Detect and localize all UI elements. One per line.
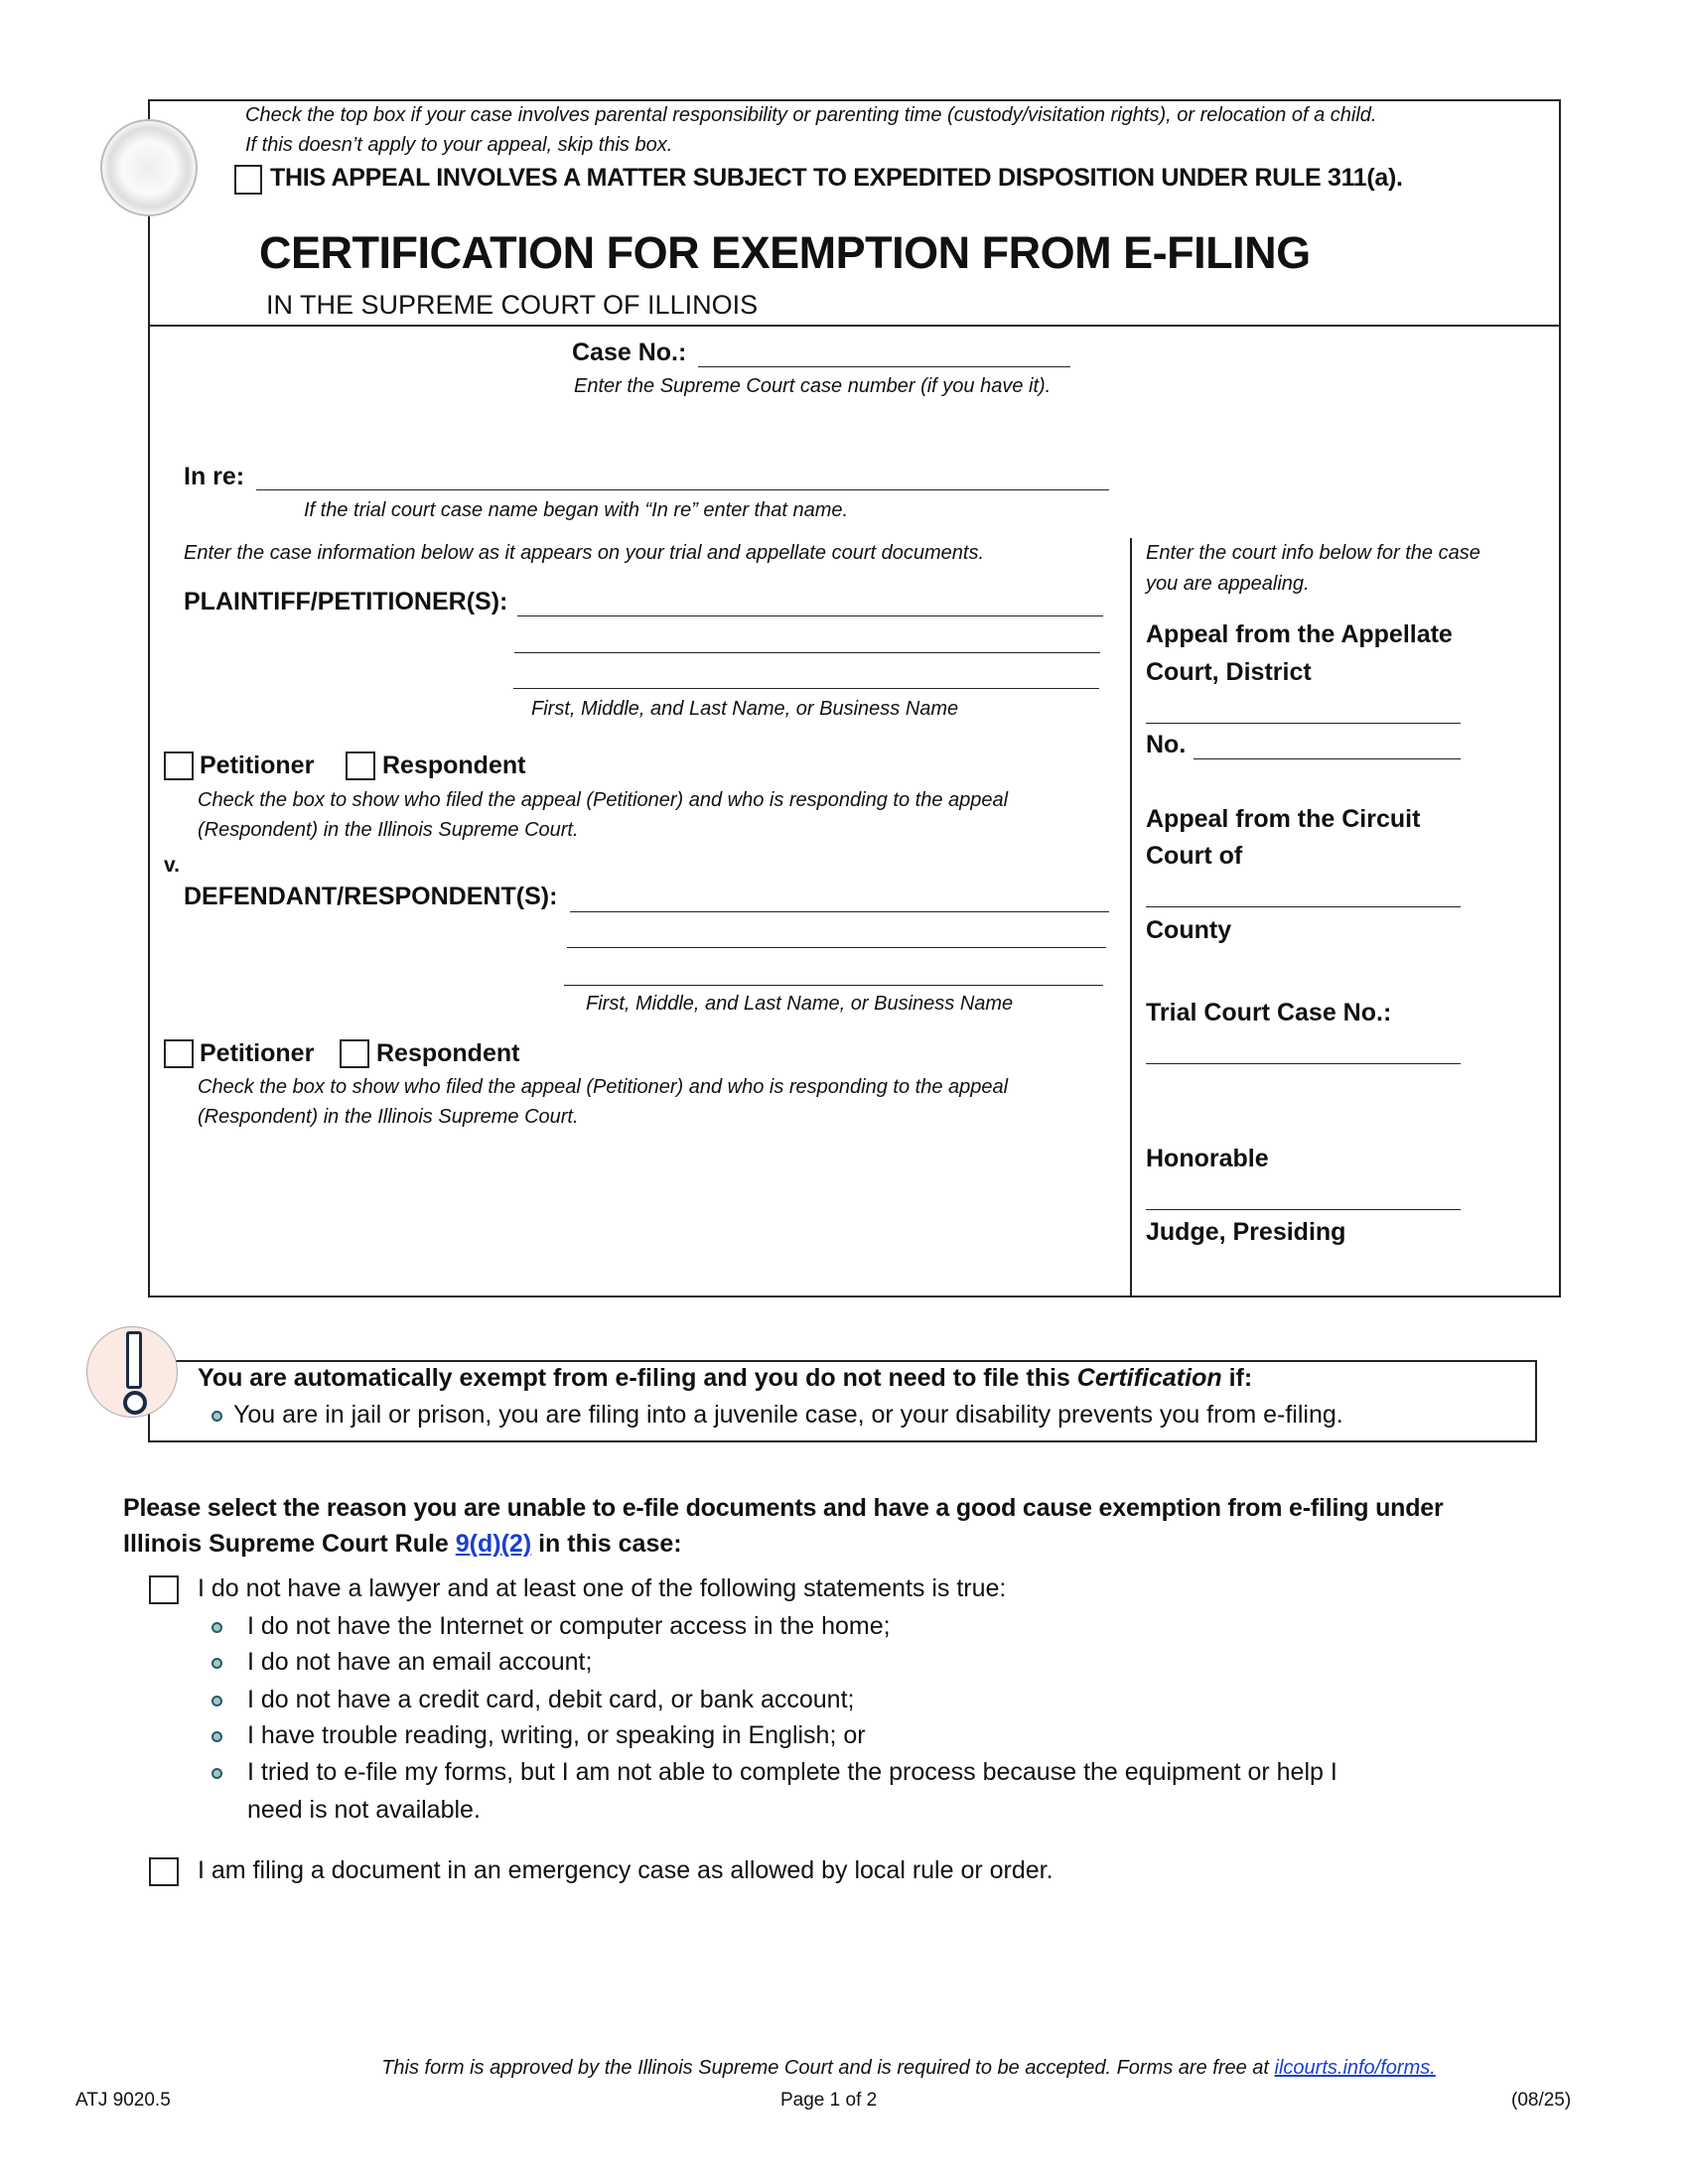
bullet-icon: [211, 1731, 222, 1742]
plaintiff-respondent-label: Respondent: [382, 751, 526, 779]
reason-bullet-4: I have trouble reading, writing, or speaking in English; or: [247, 1721, 866, 1749]
in-re-hint: If the trial court case name began with “In re” enter that name.: [304, 499, 849, 521]
trial-case-no-label: Trial Court Case No.:: [1146, 999, 1392, 1026]
plaintiff-label: PLAINTIFF/PETITIONER(S):: [184, 588, 508, 615]
reason-bullet-5-cont: need is not available.: [247, 1796, 481, 1824]
auto-exempt-heading-emphasis: Certification: [1076, 1364, 1222, 1392]
bullet-icon: [211, 1658, 222, 1669]
auto-exempt-heading: [198, 1366, 1252, 1391]
header-divider: [148, 325, 1561, 327]
in-re-label: In re:: [184, 463, 245, 490]
appellate-no-label: No.: [1146, 731, 1187, 758]
auto-exempt-heading-end: if:: [1221, 1364, 1253, 1392]
appellate-no-field[interactable]: [1194, 758, 1461, 759]
reason-bullet-5: I tried to e-file my forms, but I am not able to complete the process because the equipment or help I: [247, 1758, 1337, 1786]
plaintiff-respondent-checkbox[interactable]: [346, 751, 375, 780]
auto-exempt-heading-text: You are automatically exempt from e-filing and you do not need to file this: [198, 1364, 1077, 1392]
trial-case-no-field[interactable]: [1146, 1063, 1461, 1064]
in-re-field[interactable]: [256, 489, 1109, 490]
defendant-petitioner-checkbox[interactable]: [164, 1039, 194, 1068]
form-version: (08/25): [1511, 2090, 1572, 2111]
expedited-note-line2: If this doesn’t apply to your appeal, skip this box.: [245, 134, 673, 156]
plaintiff-petitioner-label: Petitioner: [200, 751, 315, 779]
honorable-label: Honorable: [1146, 1145, 1269, 1172]
court-seal-logo: [100, 119, 198, 216]
no-lawyer-checkbox[interactable]: [149, 1575, 179, 1604]
expedited-note-line1: Check the top box if your case involves parental responsibility or parenting time (custody/visitation rights), or relocation of a child.: [245, 104, 1377, 126]
reason-bullet-3: I do not have a credit card, debit card, or bank account;: [247, 1686, 855, 1713]
defendant-name-field-3[interactable]: [564, 985, 1103, 986]
judge-name-field[interactable]: [1146, 1209, 1461, 1210]
defendant-name-field-1[interactable]: [570, 911, 1109, 912]
circuit-label-1: Appeal from the Circuit: [1146, 805, 1421, 833]
judge-presiding-label: Judge, Presiding: [1146, 1218, 1346, 1246]
plaintiff-name-field-2[interactable]: [514, 652, 1100, 653]
defendant-name-field-2[interactable]: [567, 947, 1106, 948]
auto-exempt-bullet: You are in jail or prison, you are filing into a juvenile case, or your disability prevents you from e-filing.: [233, 1401, 1343, 1429]
page-title: CERTIFICATION FOR EXEMPTION FROM E-FILING: [259, 227, 1311, 278]
no-lawyer-label: I do not have a lawyer and at least one of the following statements is true:: [198, 1574, 1007, 1602]
expedited-label: THIS APPEAL INVOLVES A MATTER SUBJECT TO EXPEDITED DISPOSITION UNDER RULE 311(a).: [270, 164, 1403, 192]
column-divider: [1130, 538, 1132, 1297]
footer-approval-text: This form is approved by the Illinois Supreme Court and is required to be accepted. Forms are free at: [381, 2057, 1275, 2079]
appellate-label-1: Appeal from the Appellate: [1146, 620, 1453, 648]
case-no-field[interactable]: [698, 366, 1070, 367]
bullet-icon: [211, 1696, 222, 1706]
court-info-hint-2: you are appealing.: [1146, 573, 1310, 595]
plaintiff-name-field-1[interactable]: [517, 615, 1103, 616]
rule-9d2-link[interactable]: 9(d)(2): [455, 1530, 532, 1558]
reasons-heading-1: Please select the reason you are unable to e-file documents and have a good cause exemption from e-filing under: [123, 1494, 1444, 1522]
footer-approval: [0, 2058, 1688, 2078]
bullet-icon: [211, 1622, 222, 1633]
reasons-heading-2: [123, 1532, 682, 1557]
emergency-label: I am filing a document in an emergency case as allowed by local rule or order.: [198, 1856, 1054, 1884]
plaintiff-role-hint-1: Check the box to show who filed the appeal (Petitioner) and who is responding to the appeal: [198, 789, 1009, 811]
reason-bullet-1: I do not have the Internet or computer access in the home;: [247, 1612, 891, 1640]
defendant-role-hint-2: (Respondent) in the Illinois Supreme Court.: [198, 1106, 579, 1128]
defendant-name-hint: First, Middle, and Last Name, or Business Name: [586, 993, 1014, 1015]
case-no-label: Case No.:: [572, 339, 687, 366]
defendant-respondent-label: Respondent: [376, 1039, 520, 1067]
circuit-label-2: Court of: [1146, 842, 1243, 870]
forms-link[interactable]: ilcourts.info/forms.: [1274, 2057, 1436, 2079]
emergency-checkbox[interactable]: [149, 1857, 179, 1886]
plaintiff-petitioner-checkbox[interactable]: [164, 751, 194, 780]
defendant-petitioner-label: Petitioner: [200, 1039, 315, 1067]
court-info-hint-1: Enter the court info below for the case: [1146, 542, 1480, 564]
page-subtitle: IN THE SUPREME COURT OF ILLINOIS: [266, 290, 759, 320]
plaintiff-name-field-3[interactable]: [513, 688, 1099, 689]
case-info-hint: Enter the case information below as it appears on your trial and appellate court documents.: [184, 542, 985, 564]
reasons-heading-2-end: in this case:: [531, 1530, 682, 1558]
plaintiff-name-hint: First, Middle, and Last Name, or Business Name: [531, 698, 959, 720]
page-number: Page 1 of 2: [780, 2090, 878, 2111]
alert-icon: [86, 1326, 178, 1418]
case-no-hint: Enter the Supreme Court case number (if you have it).: [574, 375, 1052, 397]
defendant-respondent-checkbox[interactable]: [340, 1039, 369, 1068]
reason-bullet-2: I do not have an email account;: [247, 1648, 593, 1676]
county-label: County: [1146, 916, 1232, 944]
defendant-role-hint-1: Check the box to show who filed the appeal (Petitioner) and who is responding to the appeal: [198, 1076, 1009, 1098]
expedited-checkbox[interactable]: [234, 165, 262, 195]
appellate-label-2: Court, District: [1146, 658, 1312, 686]
form-id: ATJ 9020.5: [75, 2090, 171, 2111]
plaintiff-role-hint-2: (Respondent) in the Illinois Supreme Court.: [198, 819, 579, 841]
versus-label: v.: [164, 854, 180, 877]
county-field[interactable]: [1146, 906, 1461, 907]
bullet-icon: [211, 1411, 222, 1422]
bullet-icon: [211, 1768, 222, 1779]
defendant-label: DEFENDANT/RESPONDENT(S):: [184, 883, 558, 910]
appellate-district-field[interactable]: [1146, 723, 1461, 724]
reasons-heading-2-text: Illinois Supreme Court Rule: [123, 1530, 456, 1558]
